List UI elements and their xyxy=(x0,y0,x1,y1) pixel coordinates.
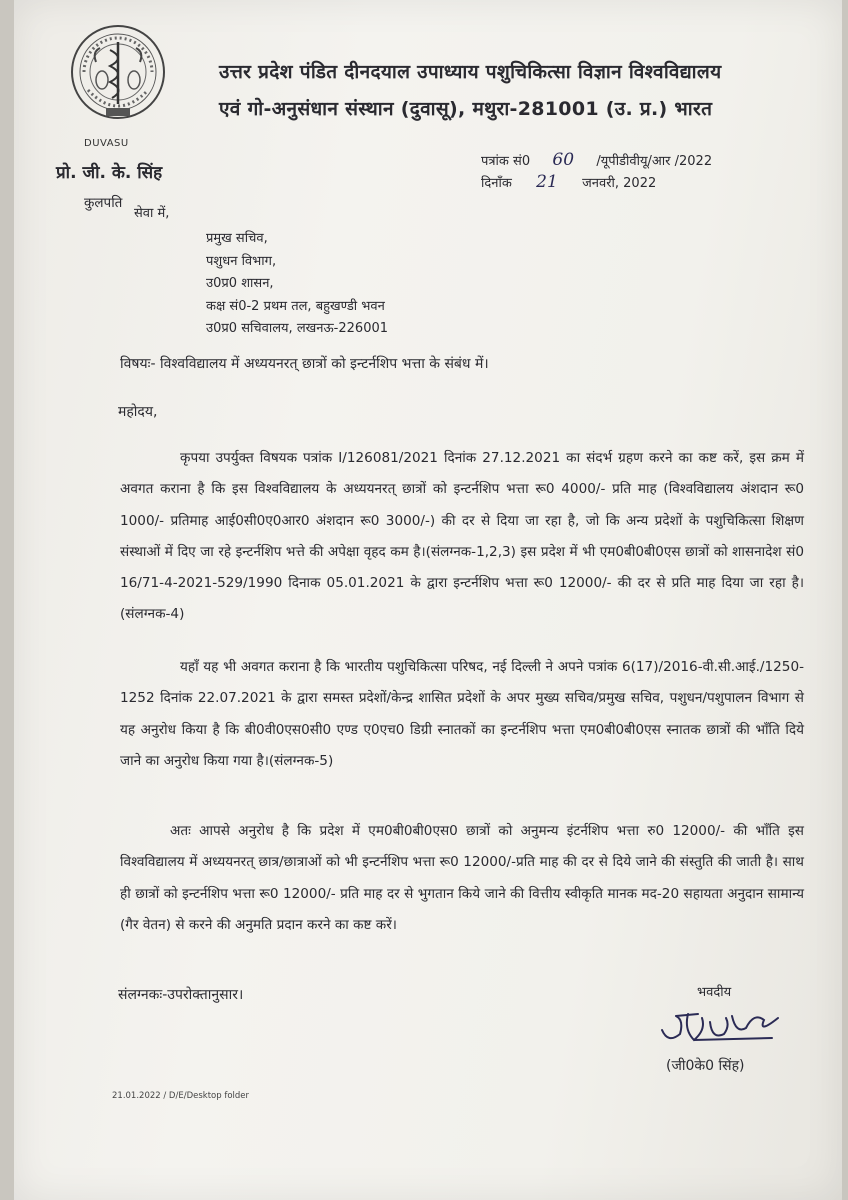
reference-suffix: /यूपीडीवीयू/आर /2022 xyxy=(596,154,713,169)
greeting: महोदय, xyxy=(118,404,158,420)
addressee-block xyxy=(206,228,388,341)
sender-designation: कुलपति xyxy=(84,195,123,211)
date-month-year: जनवरी, 2022 xyxy=(582,176,657,191)
logo-caption: DUVASU xyxy=(84,138,129,149)
signatory-name: (जी0के0 सिंह) xyxy=(666,1058,745,1074)
addressee-line: कक्ष सं0-2 प्रथम तल, बहुखण्डी भवन xyxy=(206,298,385,314)
handwritten-signature xyxy=(654,1000,794,1052)
sender-name: प्रो. जी. के. सिंह xyxy=(56,163,163,183)
reference-number xyxy=(481,150,712,170)
addressee-salutation: सेवा में, xyxy=(134,206,170,221)
body-paragraph-2: यहाँ यह भी अवगत कराना है कि भारतीय पशुचिकित्सा परिषद, नई दिल्ली ने अपने पत्रांक 6(17)/2016-वी.सी.आई./1250-1252 दिनांक 22.07.2021 के द्वारा समस्त प्रदेशों/केन्द्र शासित प्रदेशों के अपर मुख्य सचिव/प्रमुख सचिव, पशुधन/पशुपालन विभाग से यह अनुरोध किया है कि बी0वी0एस0सी0 एण्ड ए0एच0 डिग्री स्नातकों का इन्टर्नशिप भत्ता एम0बी0बी0एस स्नातक छात्रों की भाँति दिये जाने का अनुरोध किया गया है।(संलग्नक-5) xyxy=(120,659,804,769)
closing-regards: भवदीय xyxy=(697,985,732,1000)
letter-page xyxy=(14,0,842,1200)
date-handwritten-day: 21 xyxy=(536,172,558,192)
enclosure-note: संलग्नकः-उपरोक्तानुसार। xyxy=(118,987,244,1003)
letter-date xyxy=(481,172,656,192)
date-label: दिनाँक xyxy=(481,176,512,191)
file-path-footer: 21.01.2022 / D/E/Desktop folder xyxy=(112,1091,250,1101)
subject-line: विषयः- विश्वविद्यालय में अध्ययनरत् छात्रों को इन्टर्नशिप भत्ता के संबंध में। xyxy=(120,356,489,372)
reference-handwritten-number: 60 xyxy=(552,150,575,170)
university-name-line-2: एवं गो-अनुसंधान संस्थान (दुवासू), मथुरा-281001 (उ. प्र.) भारत xyxy=(219,98,713,120)
addressee-line: उ0प्र0 शासन, xyxy=(206,276,274,291)
university-logo-icon xyxy=(66,18,170,138)
university-name-line-1: उत्तर प्रदेश पंडित दीनदयाल उपाध्याय पशुचिकित्सा विज्ञान विश्वविद्यालय xyxy=(219,61,722,83)
body-paragraph-1: कृपया उपर्युक्त विषयक पत्रांक I/126081/2021 दिनांक 27.12.2021 का संदर्भ ग्रहण करने का कष्ट करें, इस क्रम में अवगत कराना है कि इस विश्वविद्यालय के अध्ययनरत् छात्रों को इन्टर्नशिप भत्ता रू0 4000/- प्रति माह (विश्वविद्यालय अंशदान रू0 1000/- प्रतिमाह आई0सी0ए0आर0 अंशदान रू0 3000/-) की दर से दिया जा रहा है, जो कि अन्य प्रदेशों के पशुचिकित्सा शिक्षण संस्थाओं में दिए जा रहे इन्टर्नशिप भत्ते की अपेक्षा वृहद कम है।(संलग्नक-1,2,3) इस प्रदेश में भी एम0बी0बी0एस छात्रों को शासनादेश सं0 16/71-4-2021-529/1990 दिनाक 05.01.2021 के द्वारा इन्टर्नशिप भत्ता रू0 12000/- की दर से प्रति माह दिया जा रहा है।(संलग्नक-4) xyxy=(120,450,804,623)
reference-label: पत्रांक सं0 xyxy=(481,154,531,169)
addressee-line: उ0प्र0 सचिवालय, लखनऊ-226001 xyxy=(206,321,389,336)
addressee-line: प्रमुख सचिव, xyxy=(206,231,268,246)
addressee-line: पशुधन विभाग, xyxy=(206,253,277,269)
body-paragraph-3: अतः आपसे अनुरोध है कि प्रदेश में एम0बी0बी0एस0 छात्रों को अनुमन्य इंटर्नशिप भत्ता रु0 12000/- की भाँति इस विश्वविद्यालय में अध्ययनरत् छात्र/छात्राओं को भी इन्टर्नशिप भत्ता रू0 12000/-प्रति माह की दर से दिये जाने की संस्तुति की जाती है। साथ ही छात्रों को इन्टर्नशिप भत्ता रू0 12000/- प्रति माह दर से भुगतान किये जाने की वित्तीय स्वीकृति मानक मद-20 सहायता अनुदान सामान्य (गैर वेतन) से करने की अनुमति प्रदान करने का कष्ट करें। xyxy=(120,823,804,933)
